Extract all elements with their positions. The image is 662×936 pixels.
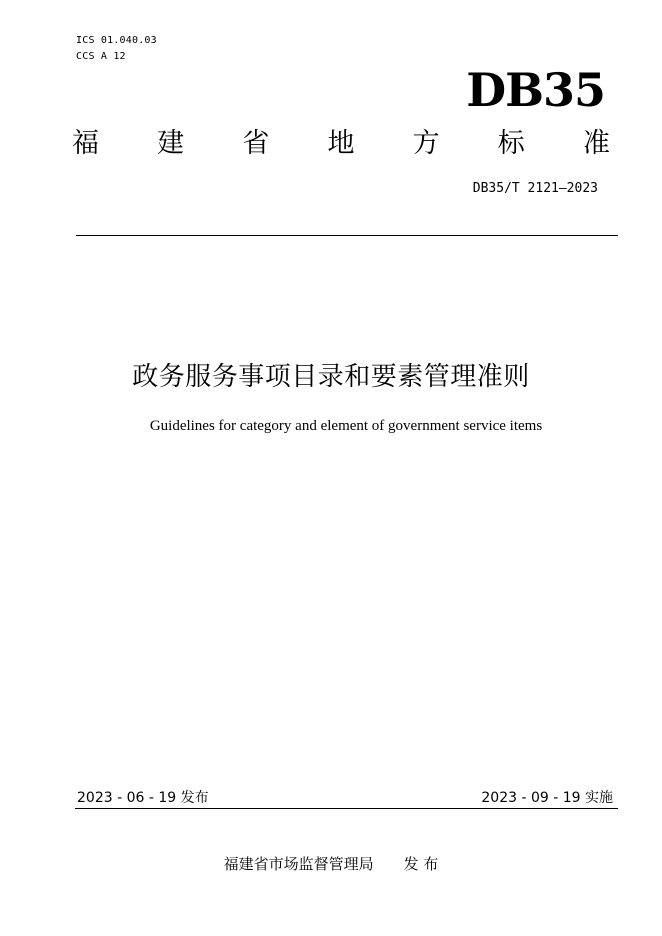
classification-codes [76,33,157,65]
standard-number: DB35/T 2121—2023 [472,181,598,196]
ics-code: ICS 01.040.03 [76,35,157,46]
standard-type-char: 福 [72,128,99,159]
standard-type-char: 省 [242,128,270,159]
publish-date: 2023 - 06 - 19 发布 [77,790,209,806]
implement-date: 2023 - 09 - 19 实施 [481,790,613,806]
issue-action: 发 布 [403,855,439,873]
issuer-name: 福建省市场监督管理局 [223,855,374,873]
standard-type-title [72,124,610,164]
footer-divider [75,808,618,809]
issuer-line [0,853,662,875]
ccs-code: CCS A 12 [76,51,126,62]
header-divider [76,235,618,236]
standard-type-char: 建 [157,128,185,159]
document-title-chinese: 政务服务事项目录和要素管理准则 [132,362,530,392]
standard-logo: DB35 [466,63,605,117]
standard-type-char: 标 [497,128,525,159]
standard-type-char: 地 [327,128,355,159]
standard-type-char: 方 [412,128,440,159]
standard-type-char: 准 [582,128,610,159]
document-title-english: Guidelines for category and element of government service items [149,418,543,434]
